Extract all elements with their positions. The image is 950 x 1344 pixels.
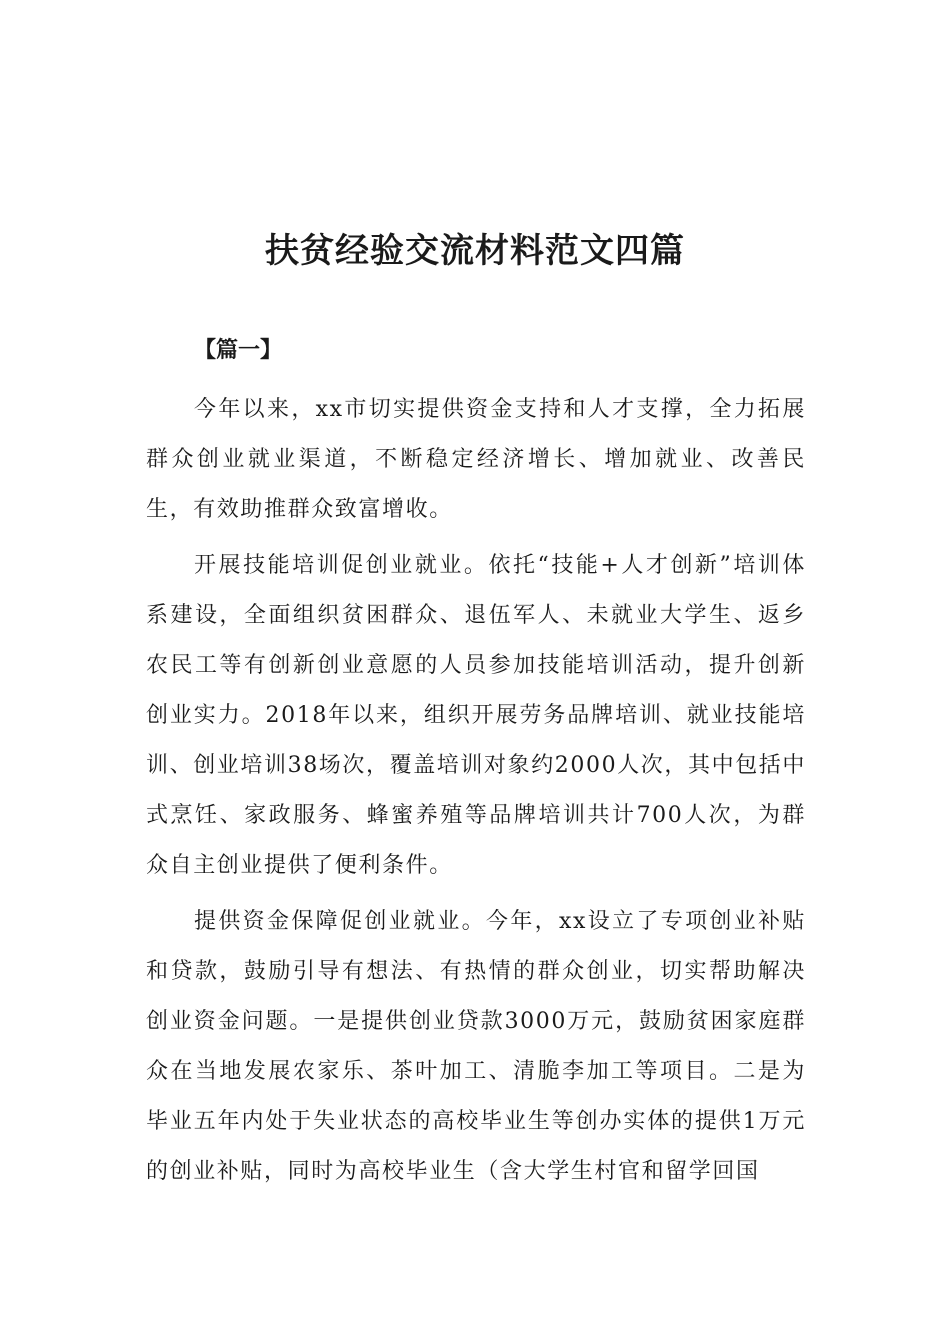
document-body bbox=[146, 385, 806, 1203]
document-title: 扶贫经验交流材料范文四篇 bbox=[265, 231, 685, 271]
paragraph-2: 开展技能培训促创业就业。依托“技能+人才创新”培训体系建设，全面组织贫困群众、退伍军人、未就业大学生、返乡农民工等有创新创业意愿的人员参加技能培训活动，提升创新创业实力。2018年以来，组织开展劳务品牌培训、就业技能培训、创业培训38场次，覆盖培训对象约2000人次，其中包括中式烹饪、家政服务、蜂蜜养殖等品牌培训共计700人次，为群众自主创业提供了便利条件。 bbox=[146, 553, 806, 878]
section-label: 【篇一】 bbox=[194, 337, 283, 363]
paragraph-3: 提供资金保障促创业就业。今年，xx设立了专项创业补贴和贷款，鼓励引导有想法、有热情的群众创业，切实帮助解决创业资金问题。一是提供创业贷款3000万元，鼓励贫困家庭群众在当地发展农家乐、茶叶加工、清脆李加工等项目。二是为毕业五年内处于失业状态的高校毕业生等创办实体的提供1万元的创业补贴，同时为高校毕业生（含大学生村官和留学回国 bbox=[146, 909, 806, 1184]
paragraph-1: 今年以来，xx市切实提供资金支持和人才支撑，全力拓展群众创业就业渠道，不断稳定经济增长、增加就业、改善民生，有效助推群众致富增收。 bbox=[146, 397, 806, 522]
